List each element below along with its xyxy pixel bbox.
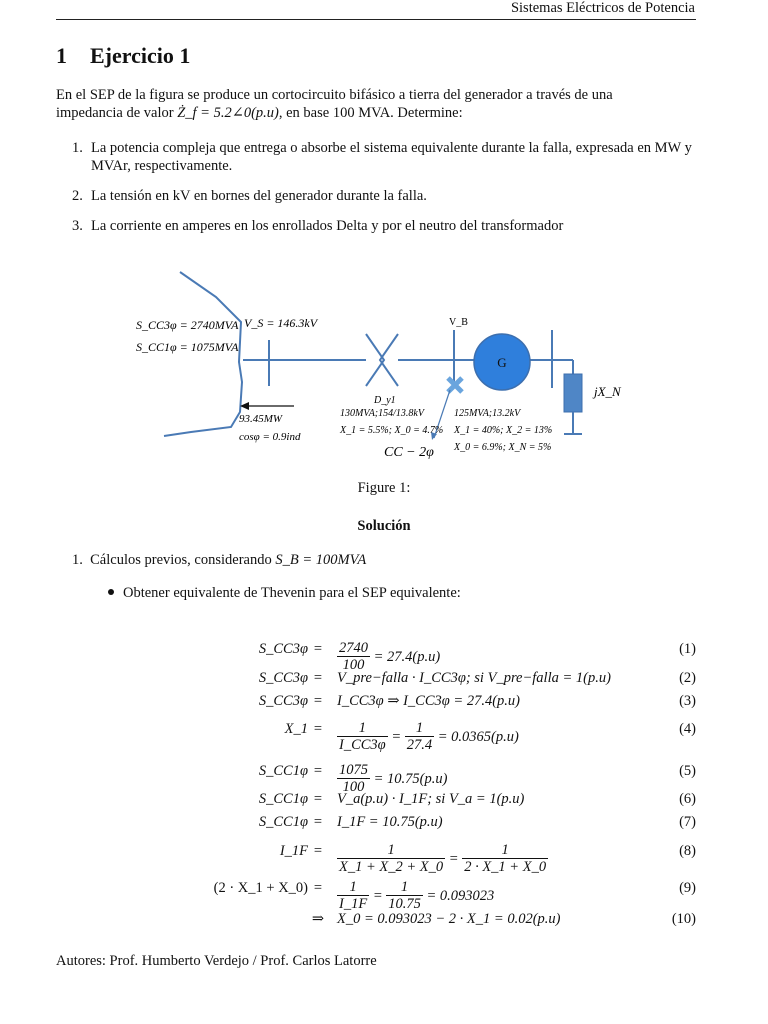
intro-line-2: impedancia de valor Ż_f = 5.2∠0(p.u), en base 100 MVA. Determine: bbox=[56, 105, 463, 121]
equation-row: S_CC1φ = $\frac{1075}{100}$ = 10.75(p.u) (5) bbox=[258, 762, 696, 795]
equation-row: S_CC3φ = $\frac{2740}{100}$ = 27.4(p.u) (1) bbox=[258, 640, 696, 673]
footer-authors: Autores: Prof. Humberto Verdejo / Prof. Carlos Latorre bbox=[56, 953, 377, 969]
bullet-dot bbox=[108, 589, 114, 595]
transformer-reactance-label: X_1 = 5.5%; X_0 = 4.7% bbox=[340, 425, 444, 436]
section-title-text: Ejercicio 1 bbox=[90, 43, 191, 68]
load-pf-label: cosφ = 0.9ind bbox=[239, 431, 301, 443]
solution-heading: Solución bbox=[357, 518, 411, 534]
generator-rating-label: 125MVA;13.2kV bbox=[454, 408, 521, 419]
equation-row: S_CC1φ = V_a(p.u) · I_1F; si V_a = 1(p.u) (6) bbox=[258, 791, 696, 807]
generator-label: G bbox=[497, 355, 507, 370]
jxn-label: jX_N bbox=[594, 384, 621, 399]
generator-reactance-label-1: X_1 = 40%; X_2 = 13% bbox=[454, 425, 553, 436]
task-list bbox=[56, 139, 696, 247]
intro-paragraph bbox=[56, 86, 696, 122]
equation-row: X_1 = $\frac{1}{I\_CC3\varphi}$ = $\frac{1}{27.4}$ = 0.0365(p.u) (4) bbox=[284, 720, 696, 753]
transformer-winding-right bbox=[380, 334, 398, 386]
section-title bbox=[56, 43, 190, 69]
impedance-expression: Ż_f = 5.2∠0(p.u) bbox=[177, 105, 279, 121]
fault-type-label: CC − 2φ bbox=[384, 445, 434, 460]
generator-reactance-label-2: X_0 = 6.9%; X_N = 5% bbox=[454, 442, 552, 453]
system-boundary-line bbox=[164, 272, 242, 436]
bullet-thevenin: Obtener equivalente de Thevenin para el SEP equivalente: bbox=[108, 585, 461, 602]
dyn-label: D_y1 bbox=[374, 395, 396, 406]
solution-step-1: 1. Cálculos previos, considerando S_B = 100MVA bbox=[72, 552, 367, 568]
task-item: 2. La tensión en kV en bornes del generador durante la falla. bbox=[72, 188, 427, 204]
transformer-rating-label: 130MVA;154/13.8kV bbox=[340, 408, 424, 419]
task-item: 3. La corriente en amperes en los enrollados Delta y por el neutro del transformador bbox=[72, 218, 564, 234]
scc3-label: S_CC3φ = 2740MVA bbox=[136, 318, 239, 332]
circuit-diagram bbox=[56, 262, 656, 472]
equation-row: ⇒ X_0 = 0.093023 − 2 · X_1 = 0.02(p.u) (10) bbox=[311, 911, 696, 927]
vb-label: V_B bbox=[449, 317, 468, 328]
equation-row: S_CC3φ = I_CC3φ ⇒ I_CC3φ = 27.4(p.u) (3) bbox=[258, 693, 696, 709]
section-number: 1 bbox=[56, 43, 67, 68]
neutral-impedance bbox=[564, 374, 582, 412]
transformer-winding-left bbox=[366, 334, 384, 386]
base-power: S_B = 100MVA bbox=[275, 552, 367, 568]
running-header: Sistemas Eléctricos de Potencia bbox=[510, 0, 695, 16]
task-item: 1. La potencia compleja que entrega o absorbe el sistema equivalente durante la falla, expresada en MW y MVAr, respectivamente. bbox=[72, 140, 692, 174]
equation-row: (2 · X_1 + X_0) = $\frac{1}{I\_1F}$ = $\frac{1}{10.75}$ = 0.093023 (9) bbox=[213, 879, 696, 912]
vs-label: V_S = 146.3kV bbox=[244, 316, 318, 330]
load-mw-label: 93.45MW bbox=[239, 413, 283, 425]
header-rule bbox=[56, 19, 696, 20]
equation-row: I_1F = $\frac{1}{X\_1 + X\_2 + X\_0}$ = $\frac{1}{2 \cdot X\_1 + X\_0}$ (8) bbox=[279, 842, 696, 875]
equation-row: S_CC1φ = I_1F = 10.75(p.u) (7) bbox=[258, 814, 696, 830]
figure-caption: Figure 1: bbox=[357, 480, 411, 496]
intro-line-1: En el SEP de la figura se produce un cortocircuito bifásico a tierra del generador a través de una bbox=[56, 87, 613, 103]
equation-row: S_CC3φ = V_pre−falla · I_CC3φ; si V_pre−falla = 1(p.u) (2) bbox=[258, 670, 696, 686]
scc1-label: S_CC1φ = 1075MVA bbox=[136, 340, 239, 354]
